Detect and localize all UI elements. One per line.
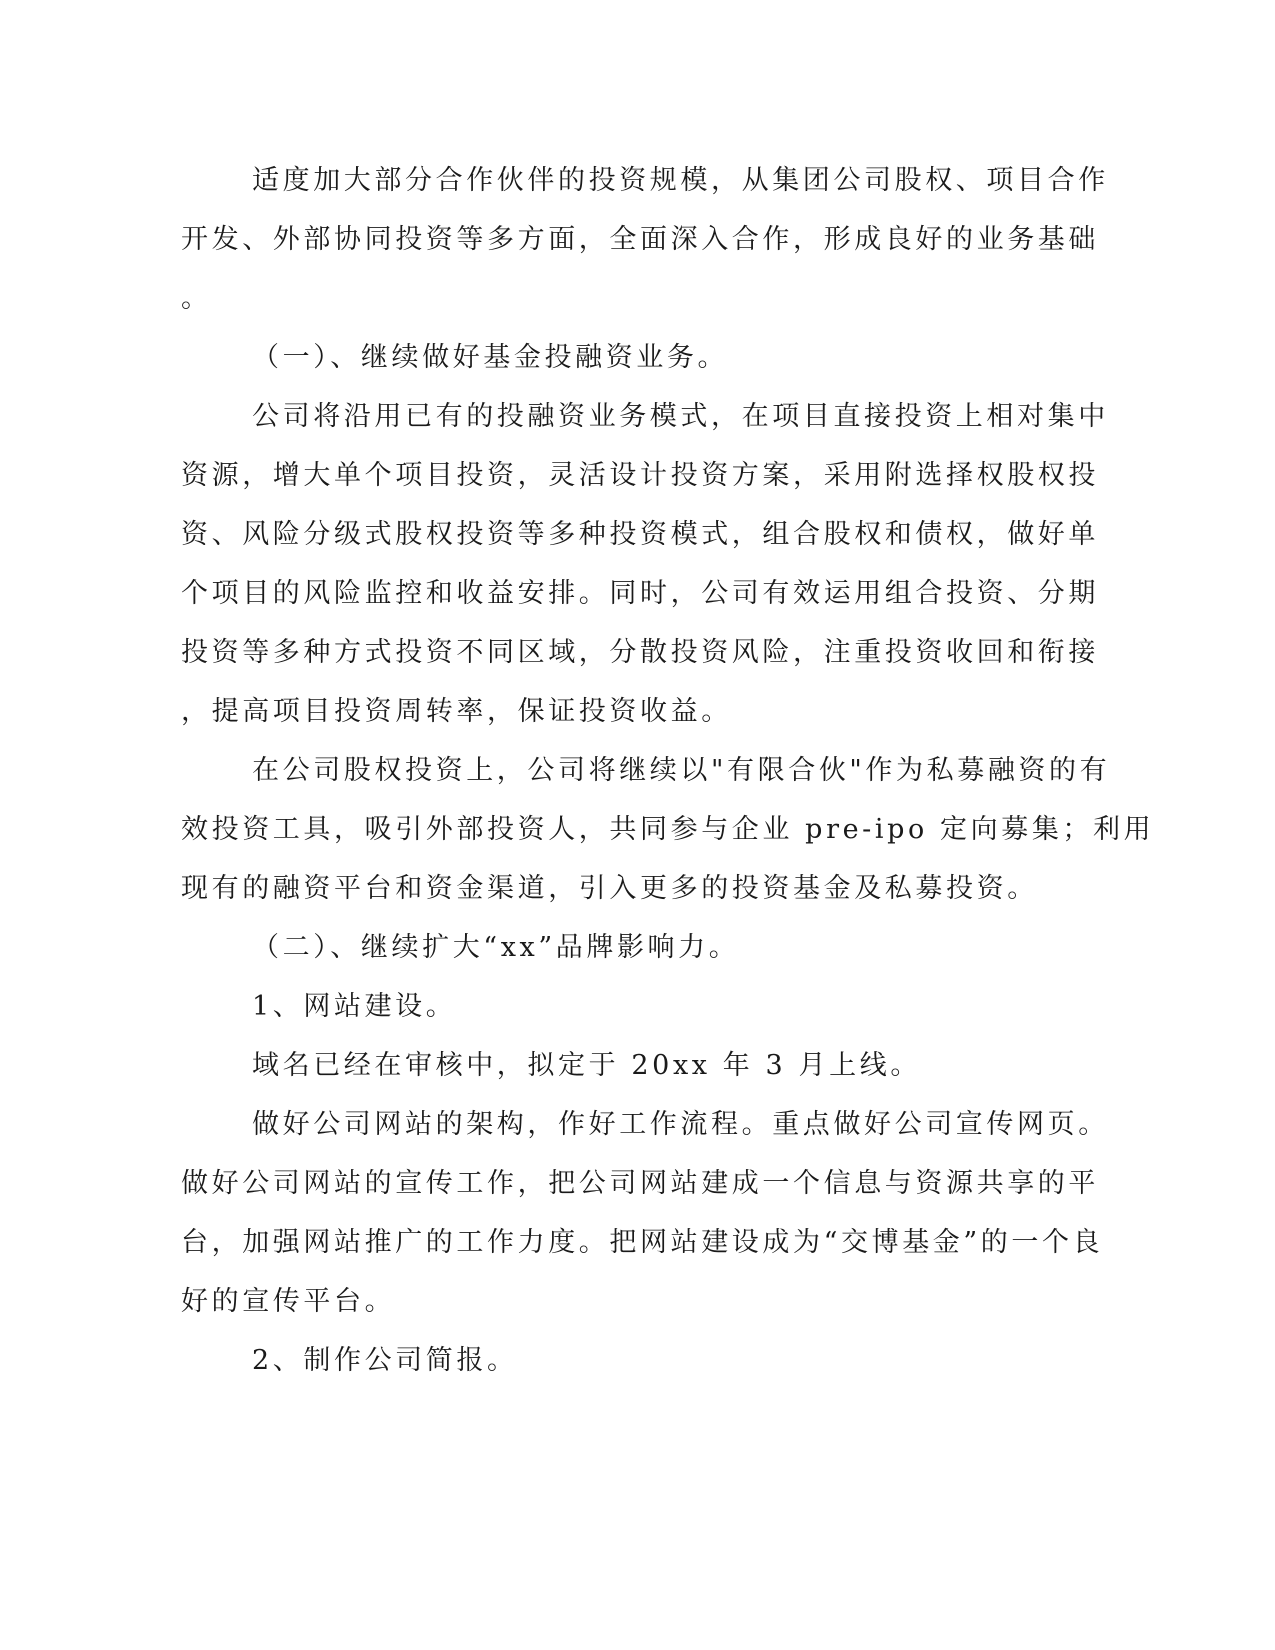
paragraph-line: 资源，增大单个项目投资，灵活设计投资方案，采用附选择权股权投: [181, 460, 1099, 491]
paragraph-line: 。: [181, 283, 212, 314]
paragraph-line: 在公司股权投资上，公司将继续以"有限合伙"作为私募融资的有: [252, 755, 1111, 786]
paragraph-line: 做好公司网站的宣传工作，把公司网站建成一个信息与资源共享的平: [181, 1168, 1099, 1199]
paragraph-line: 效投资工具，吸引外部投资人，共同参与企业 pre-ipo 定向募集；利用: [181, 814, 1155, 845]
paragraph-line: 资、风险分级式股权投资等多种投资模式，组合股权和债权，做好单: [181, 519, 1099, 550]
paragraph-line: 做好公司网站的架构，作好工作流程。重点做好公司宣传网页。: [252, 1109, 1109, 1140]
section-heading: （二）、继续扩大“xx”品牌影响力。: [252, 932, 740, 963]
paragraph-line: 个项目的风险监控和收益安排。同时，公司有效运用组合投资、分期: [181, 578, 1099, 609]
subsection-heading: 1、网站建设。: [252, 991, 457, 1022]
paragraph-line: ，提高项目投资周转率，保证投资收益。: [181, 696, 732, 727]
paragraph-line: 现有的融资平台和资金渠道，引入更多的投资基金及私募投资。: [181, 873, 1038, 904]
paragraph-line: 台，加强网站推广的工作力度。把网站建设成为“交博基金”的一个良: [181, 1227, 1104, 1258]
paragraph-line: 好的宣传平台。: [181, 1286, 396, 1317]
section-heading: （一）、继续做好基金投融资业务。: [252, 342, 729, 373]
subsection-heading: 2、制作公司简报。: [252, 1345, 518, 1376]
paragraph-line: 公司将沿用已有的投融资业务模式，在项目直接投资上相对集中: [252, 401, 1109, 432]
paragraph-line: 投资等多种方式投资不同区域，分散投资风险，注重投资收回和衔接: [181, 637, 1099, 668]
paragraph-line: 适度加大部分合作伙伴的投资规模，从集团公司股权、项目合作: [252, 165, 1109, 196]
paragraph-line: 域名已经在审核中，拟定于 20xx 年 3 月上线。: [252, 1050, 921, 1081]
paragraph-line: 开发、外部协同投资等多方面，全面深入合作，形成良好的业务基础: [181, 224, 1099, 255]
